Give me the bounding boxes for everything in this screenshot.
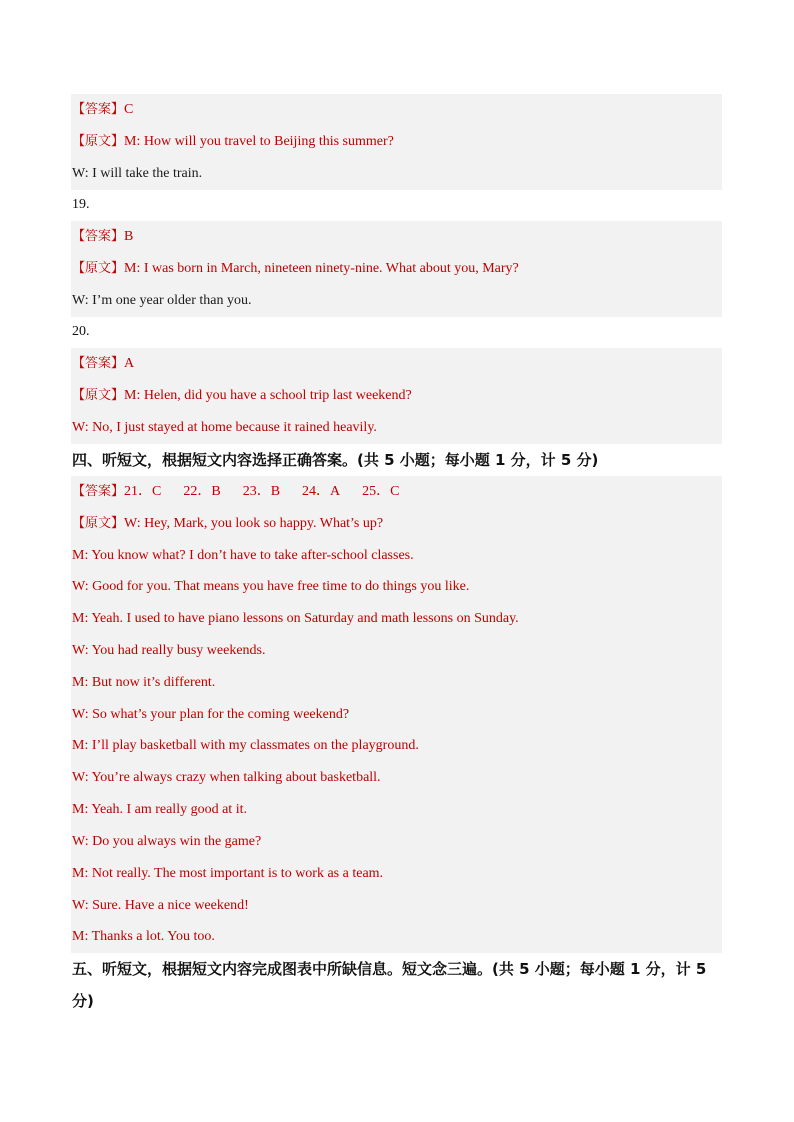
section-4-heading: 四、听短文，根据短文内容选择正确答案。(共 5 小题；每小题 1 分，计 5 分) [72, 451, 599, 469]
script-line-s4-9: W: You’re always crazy when talking about basketball. [72, 770, 381, 785]
answer-line-20: 【答案】A [72, 356, 135, 371]
script-line-s4-11: W: Do you always win the game? [72, 834, 262, 849]
script-line-s4-2: M: You know what? I don’t have to take after-school classes. [72, 548, 414, 563]
script-line-s4-3: W: Good for you. That means you have free time to do things you like. [72, 579, 470, 594]
answer-line-19: 【答案】B [72, 229, 134, 244]
script-line-s4-10: M: Yeah. I am really good at it. [72, 802, 247, 817]
script-line-s4-1: 【原文】W: Hey, Mark, you look so happy. What’s up? [72, 516, 384, 531]
script-line-20-1: 【原文】M: Helen, did you have a school trip last weekend? [72, 388, 412, 403]
script-line-s4-7: W: So what’s your plan for the coming weekend? [72, 707, 350, 722]
script-line-19-1: 【原文】M: I was born in March, nineteen ninety-nine. What about you, Mary? [72, 261, 519, 276]
script-line-s4-4: M: Yeah. I used to have piano lessons on Saturday and math lessons on Sunday. [72, 611, 519, 626]
script-line-s4-13: W: Sure. Have a nice weekend! [72, 898, 249, 913]
answer-line-section-4: 【答案】21．C 22．B 23．B 24．A 25．C [72, 484, 400, 499]
section-5-heading: 五、听短文，根据短文内容完成图表中所缺信息。短文念三遍。(共 5 小题；每小题 1 分，计 5 分) [72, 960, 707, 1010]
script-line-19-2: W: I’m one year older than you. [72, 293, 252, 308]
script-line-s4-12: M: Not really. The most important is to work as a team. [72, 866, 384, 881]
script-line-20-2: W: No, I just stayed at home because it rained heavily. [72, 420, 377, 435]
script-line-s4-5: W: You had really busy weekends. [72, 643, 266, 658]
question-number-19: 19. [72, 197, 90, 212]
script-line-s4-6: M: But now it’s different. [72, 675, 216, 690]
script-line-s4-8: M: I’ll play basketball with my classmates on the playground. [72, 738, 419, 753]
answer-line-18: 【答案】C [72, 102, 134, 117]
script-line-s4-14: M: Thanks a lot. You too. [72, 929, 215, 944]
script-line-18-1: 【原文】M: How will you travel to Beijing this summer? [72, 134, 394, 149]
script-line-18-2: W: I will take the train. [72, 166, 203, 181]
question-number-20: 20. [72, 324, 90, 339]
